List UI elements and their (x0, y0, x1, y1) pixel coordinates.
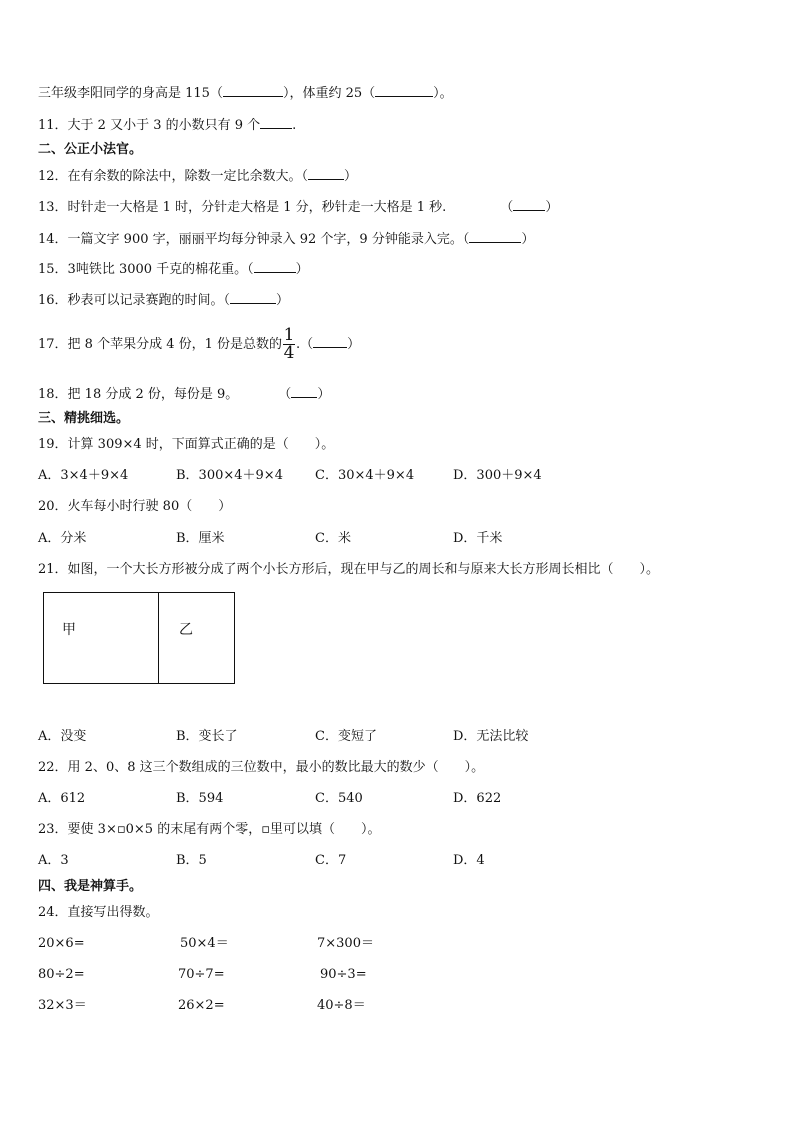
calc-item: 26×2= (178, 998, 225, 1013)
q20-option-d: D．千米 (453, 531, 503, 546)
q21-option-a: A．没变 (38, 729, 87, 744)
q19-option-b: B．300×4＋9×4 (176, 468, 283, 483)
question-12 (38, 167, 357, 185)
fraction-one-quarter (283, 325, 295, 363)
question-11 (38, 116, 296, 134)
q22-option-c: C．540 (315, 791, 363, 806)
q16-text: 16．秒表可以记录赛跑的时间。（ (38, 293, 231, 308)
question-24: 24．直接写出得数。 (38, 905, 159, 920)
question-23: 23．要使 3×▫0×5 的末尾有两个零，▫里可以填（ ）。 (38, 822, 381, 837)
section-3-heading: 三、精挑细选。 (38, 411, 130, 426)
q16-close: ） (276, 293, 290, 308)
q21-option-d: D．无法比较 (453, 729, 529, 744)
calc-item: 50×4＝ (180, 936, 229, 951)
q21-option-b: B．变长了 (176, 729, 238, 744)
q17-close: ） (347, 337, 361, 352)
q12-text: 12．在有余数的除法中，除数一定比余数大。（ (38, 169, 309, 184)
answer-blank (223, 84, 283, 97)
q20-option-c: C．米 (315, 531, 351, 546)
q18-close: ） (317, 387, 331, 402)
question-18 (38, 385, 330, 403)
question-19: 19．计算 309×4 时，下面算式正确的是（ ）。 (38, 437, 335, 452)
q19-option-d: D．300＋9×4 (453, 468, 542, 483)
rectangle-figure (43, 592, 235, 684)
fraction-denominator: 4 (283, 343, 295, 363)
q13-open: （ (500, 200, 514, 215)
label-jia: 甲 (62, 622, 76, 638)
question-14 (38, 230, 534, 248)
q23-option-b: B．5 (176, 853, 207, 868)
label-yi: 乙 (179, 622, 193, 638)
calc-item: 40÷8＝ (317, 998, 366, 1013)
q14-close: ） (521, 232, 535, 247)
section-2-heading: 二、公正小法官。 (38, 142, 143, 157)
answer-blank (254, 260, 296, 273)
question-10-line (38, 84, 453, 102)
answer-blank (230, 291, 276, 304)
question-15 (38, 260, 309, 278)
q22-option-a: A．612 (38, 791, 86, 806)
answer-blank (469, 230, 521, 243)
answer-blank (513, 198, 545, 211)
q23-option-a: A．3 (38, 853, 69, 868)
q18-text: 18．把 18 分成 2 份，每份是 9。 (38, 387, 239, 402)
q23-option-d: D．4 (453, 853, 485, 868)
section-4-heading: 四、我是神算手。 (38, 879, 143, 894)
q15-close: ） (295, 262, 309, 277)
rectangle-divider (158, 593, 159, 683)
q22-option-b: B．594 (176, 791, 224, 806)
q23-option-c: C．7 (315, 853, 347, 868)
q10-text-a: 三年级李阳同学的身高是 115（ (38, 86, 223, 101)
q18-open: （ (278, 387, 292, 402)
question-17 (38, 326, 360, 364)
q10-text-c: ）。 (433, 86, 453, 101)
q15-text: 15．3吨铁比 3000 千克的棉花重。（ (38, 262, 254, 277)
q11-text: 11．大于 2 又小于 3 的小数只有 9 个 (38, 118, 261, 133)
question-16 (38, 291, 289, 309)
q12-close: ） (344, 169, 358, 184)
q17-text: 17．把 8 个苹果分成 4 份，1 份是总数的 (38, 337, 283, 352)
calc-item: 7×300＝ (317, 936, 374, 951)
fraction-numerator: 1 (283, 325, 295, 345)
calc-item: 20×6= (38, 936, 85, 951)
q20-option-a: A．分米 (38, 531, 87, 546)
answer-blank (375, 84, 433, 97)
q21-option-c: C．变短了 (315, 729, 377, 744)
q19-option-a: A．3×4＋9×4 (38, 468, 129, 483)
calc-item: 90÷3= (320, 967, 367, 982)
question-20: 20．火车每小时行驶 80（ ） (38, 499, 232, 514)
answer-blank (313, 335, 347, 348)
calc-item: 80÷2= (38, 967, 85, 982)
q19-option-c: C．30×4＋9×4 (315, 468, 415, 483)
q22-option-d: D．622 (453, 791, 502, 806)
q14-text: 14．一篇文字 900 字，丽丽平均每分钟录入 92 个字，9 分钟能录入完。（ (38, 232, 470, 247)
calc-item: 32×3＝ (38, 998, 87, 1013)
question-21: 21．如图，一个大长方形被分成了两个小长方形后，现在甲与乙的周长和与原来大长方形周长相比（ ）。 (38, 562, 660, 577)
q13-close: ） (545, 200, 559, 215)
answer-blank (291, 385, 317, 398)
answer-blank (260, 116, 292, 129)
calc-item: 70÷7= (178, 967, 225, 982)
q11-period: . (292, 118, 297, 133)
q17-open: .（ (296, 337, 314, 352)
q13-text: 13．时针走一大格是 1 时，分针走大格是 1 分，秒针走一大格是 1 秒. (38, 200, 447, 215)
q20-option-b: B．厘米 (176, 531, 225, 546)
question-22: 22．用 2、0、8 这三个数组成的三位数中，最小的数比最大的数少（ ）。 (38, 760, 485, 775)
question-13 (38, 198, 558, 216)
q10-text-b: ），体重约 25（ (282, 86, 376, 101)
answer-blank (308, 167, 344, 180)
